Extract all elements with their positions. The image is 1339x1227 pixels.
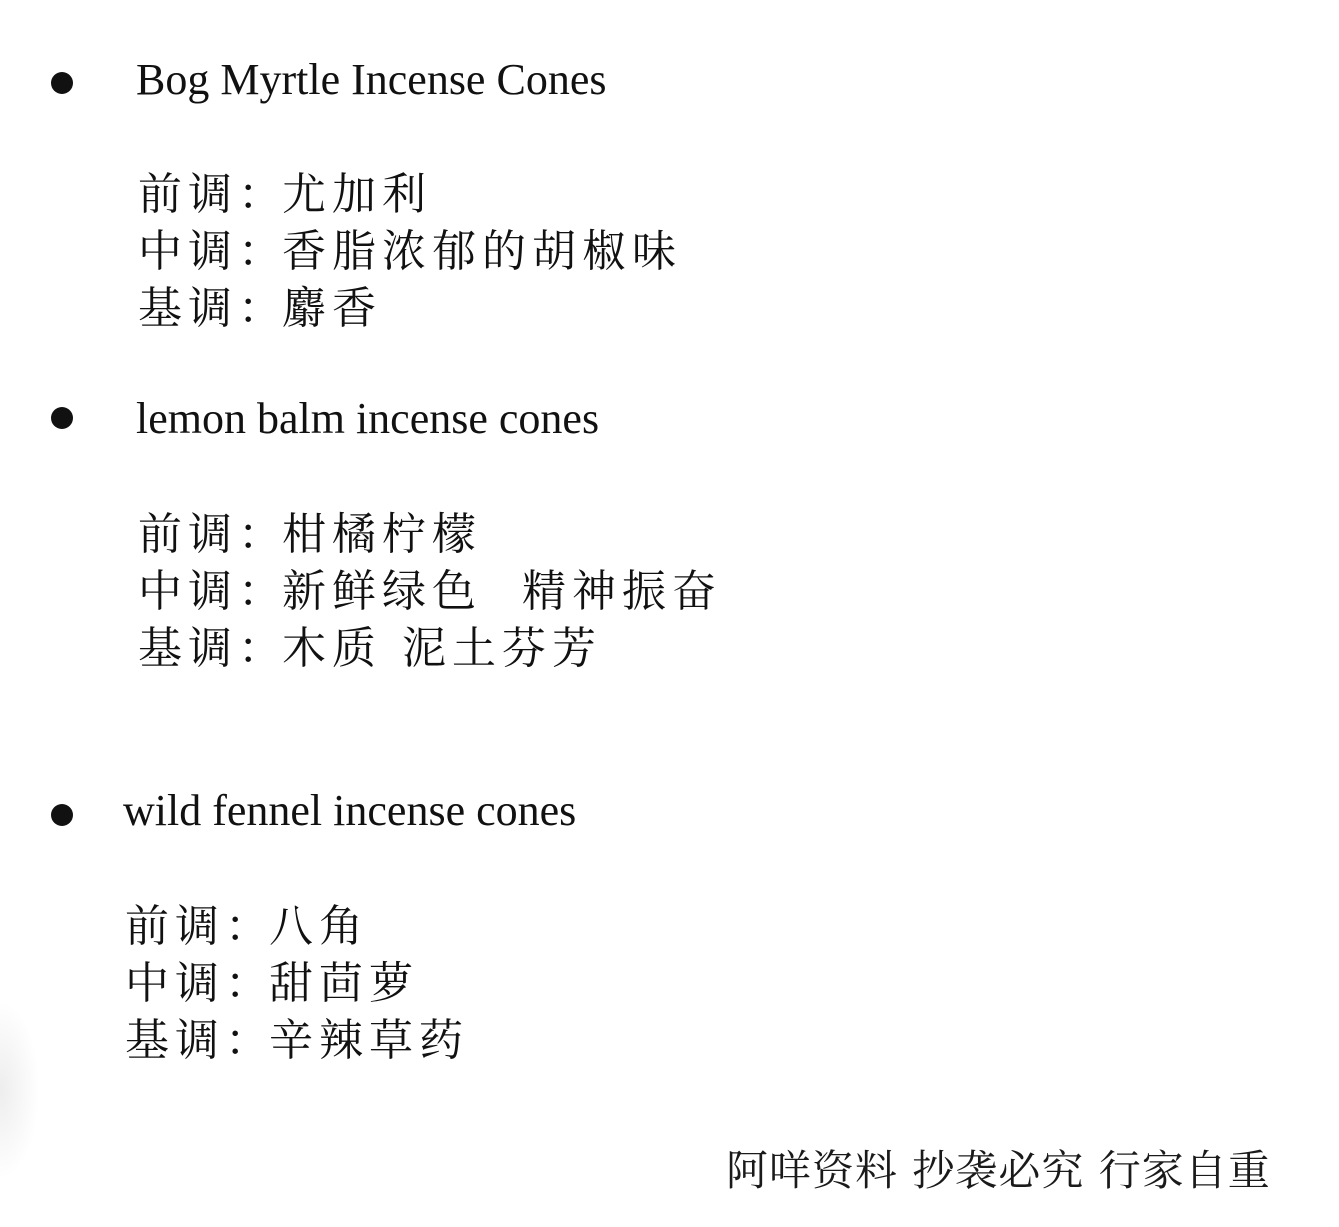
middle-note-label: 中调： [138,226,288,277]
base-note-row [138,280,682,337]
top-note-row [138,506,722,563]
base-note-value: 麝香 [282,283,382,334]
top-note-label: 前调： [138,509,288,560]
base-note-label: 基调： [125,1015,275,1066]
top-note-value: 柑橘柠檬 [282,509,482,560]
middle-note-label: 中调： [138,566,288,617]
top-note-label: 前调： [138,169,288,220]
notes-list-2 [138,506,722,677]
bullet-product-2 [51,407,73,429]
base-note-value: 辛辣草药 [269,1015,469,1066]
middle-note-row [138,563,722,620]
middle-note-value: 新鲜绿色 精神振奋 [282,566,722,617]
middle-note-row [138,223,682,280]
base-note-row [125,1012,469,1069]
top-note-label: 前调： [125,901,275,952]
bullet-product-3 [51,804,73,826]
base-note-row [138,620,722,677]
product-title-1: Bog Myrtle Incense Cones [136,55,607,104]
bullet-product-1 [51,72,73,94]
top-note-value: 尤加利 [282,169,432,220]
watermark-text: 阿咩资料 抄袭必究 行家自重 [726,1146,1271,1195]
top-note-row [125,898,469,955]
middle-note-value: 甜茴萝 [269,958,419,1009]
base-note-value: 木质 泥土芬芳 [282,623,602,674]
top-note-row [138,166,682,223]
base-note-label: 基调： [138,623,288,674]
notes-list-1 [138,166,682,337]
product-title-2: lemon balm incense cones [136,394,600,443]
middle-note-label: 中调： [125,958,275,1009]
middle-note-row [125,955,469,1012]
product-title-3: wild fennel incense cones [123,786,577,835]
top-note-value: 八角 [269,901,369,952]
notes-list-3 [125,898,469,1069]
middle-note-value: 香脂浓郁的胡椒味 [282,226,682,277]
base-note-label: 基调： [138,283,288,334]
page-edge-shadow [0,1000,40,1180]
